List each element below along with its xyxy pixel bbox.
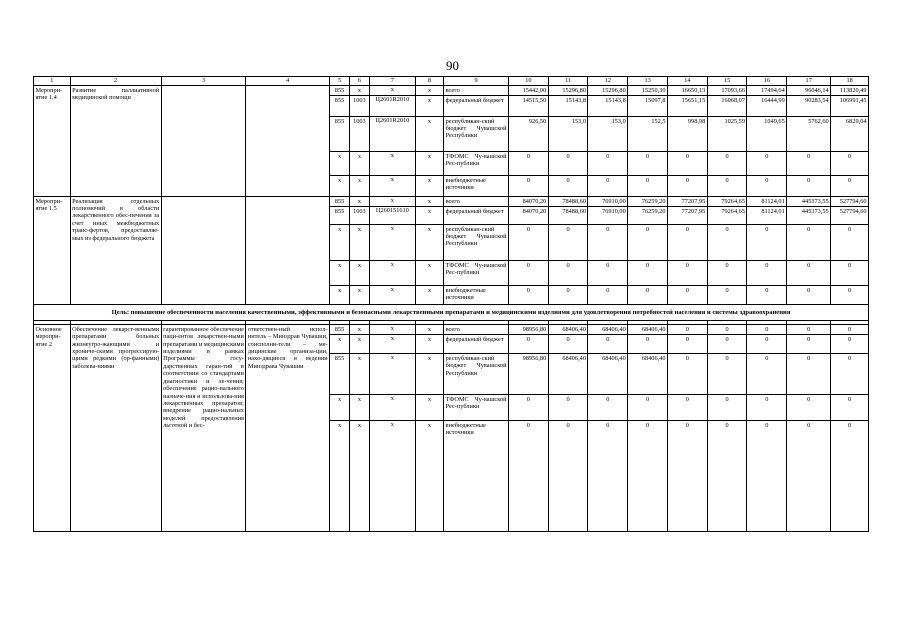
budget-code-c8: x	[415, 225, 443, 261]
budget-code-c8: x	[415, 286, 443, 305]
funding-value: 76910,00	[588, 197, 628, 207]
column-header: 7	[369, 77, 415, 86]
funding-value: 0	[831, 325, 869, 335]
funding-value: 0	[508, 225, 548, 261]
funding-value: 0	[508, 286, 548, 305]
funding-value: 0	[707, 335, 747, 354]
table-row	[34, 325, 869, 335]
budget-code-c8: x	[415, 86, 443, 96]
budget-code-c8: x	[415, 96, 443, 117]
column-header: 5	[330, 77, 350, 86]
funding-source: внебюджетные источники	[444, 286, 509, 305]
funding-value: 16444,99	[747, 96, 787, 117]
funding-value: 79264,65	[707, 197, 747, 207]
budget-code-c7: x	[369, 152, 415, 176]
funding-value: 0	[548, 286, 588, 305]
funding-value: 15296,80	[588, 86, 628, 96]
budget-code-c6: x	[349, 176, 369, 197]
funding-value: 0	[787, 354, 831, 395]
budget-code-c7: x	[369, 286, 415, 305]
budget-code-c8: x	[415, 197, 443, 207]
column-header: 12	[588, 77, 628, 86]
budget-code-c6: 1003	[349, 117, 369, 152]
funding-value: 0	[508, 152, 548, 176]
budget-code-c8: x	[415, 421, 443, 532]
funding-value: 15651,15	[667, 96, 707, 117]
funding-value: 0	[548, 261, 588, 286]
funding-value: 0	[667, 335, 707, 354]
funding-value: 76910,00	[588, 207, 628, 225]
funding-value: 0	[787, 176, 831, 197]
funding-value: 84070,20	[508, 197, 548, 207]
budget-code-c6: x	[349, 152, 369, 176]
funding-value: 16068,07	[707, 96, 747, 117]
funding-value: 68406,40	[548, 354, 588, 395]
budget-code-c7: x	[369, 225, 415, 261]
funding-value: 81124,01	[747, 197, 787, 207]
column-header: 16	[747, 77, 787, 86]
funding-value: 90283,54	[787, 96, 831, 117]
funding-value: 0	[667, 354, 707, 395]
funding-value: 0	[628, 225, 668, 261]
funding-value: 0	[707, 395, 747, 421]
funding-value: 926,50	[508, 117, 548, 152]
funding-source: федеральный бюджет	[444, 96, 509, 117]
budget-code-c8: x	[415, 176, 443, 197]
budget-code-c7: Ц260151610	[369, 207, 415, 225]
funding-value: 0	[588, 176, 628, 197]
funding-value: 78488,60	[548, 207, 588, 225]
activity-task	[161, 197, 246, 305]
budget-code-c8: x	[415, 152, 443, 176]
funding-value: 0	[787, 421, 831, 532]
column-header: 11	[548, 77, 588, 86]
column-header: 14	[667, 77, 707, 86]
goal-text: Цель: повышение обеспеченности населения качественными, эффективными и безопасными лекарственными препаратами и медицинскими изделиями для удовлетворения потребностей населения и системы здравоохранения	[34, 305, 869, 321]
budget-code-c5: x	[330, 286, 350, 305]
budget-code-c6: x	[349, 395, 369, 421]
budget-code-c7: x	[369, 176, 415, 197]
budget-code-c8: x	[415, 117, 443, 152]
header-row	[34, 77, 869, 86]
funding-value: 106991,45	[831, 96, 869, 117]
funding-value: 0	[787, 286, 831, 305]
funding-value: 0	[667, 325, 707, 335]
budget-code-c7: x	[369, 261, 415, 286]
funding-source: федеральный бюджет	[444, 207, 509, 225]
column-header: 18	[831, 77, 869, 86]
column-header: 3	[161, 77, 246, 86]
funding-value: 0	[628, 286, 668, 305]
activity-name: Развитие паллиативной медицинской помощи	[70, 86, 161, 197]
funding-value: 15250,30	[628, 86, 668, 96]
column-header: 17	[787, 77, 831, 86]
budget-code-c5: x	[330, 225, 350, 261]
funding-value: 0	[628, 261, 668, 286]
activity-code: Меропри-ятие 1.4	[34, 86, 71, 197]
funding-value: 0	[831, 421, 869, 532]
funding-source: республикан-ский бюджет Чувашской Республики	[444, 354, 509, 395]
budget-code-c7: x	[369, 86, 415, 96]
funding-value: 0	[548, 395, 588, 421]
budget-code-c6: x	[349, 354, 369, 395]
activity-code: Меропри-ятие 1.5	[34, 197, 71, 305]
funding-value: 0	[667, 395, 707, 421]
budget-code-c8: x	[415, 325, 443, 335]
funding-value: 98956,80	[508, 354, 548, 395]
funding-value: 0	[548, 421, 588, 532]
budget-code-c6: x	[349, 286, 369, 305]
budget-code-c5: x	[330, 261, 350, 286]
funding-value: 0	[831, 354, 869, 395]
column-header: 10	[508, 77, 548, 86]
funding-source: ТФОМС Чу-вашской Рес-публики	[444, 261, 509, 286]
funding-value: 0	[508, 335, 548, 354]
funding-value: 16650,13	[667, 86, 707, 96]
funding-value: 0	[747, 325, 787, 335]
budget-code-c5: 855	[330, 86, 350, 96]
funding-value: 79264,65	[707, 207, 747, 225]
funding-value: 0	[548, 176, 588, 197]
funding-value: 84070,20	[508, 207, 548, 225]
budget-code-c8: x	[415, 261, 443, 286]
funding-value: 113820,49	[831, 86, 869, 96]
budget-code-c5: x	[330, 176, 350, 197]
funding-value: 0	[588, 261, 628, 286]
table-row	[34, 86, 869, 96]
budget-code-c8: x	[415, 354, 443, 395]
budget-code-c5: 855	[330, 207, 350, 225]
funding-source: ТФОМС Чу-вашской Рес-публики	[444, 152, 509, 176]
table-row	[34, 197, 869, 207]
funding-value: 0	[707, 325, 747, 335]
funding-value: 0	[787, 261, 831, 286]
funding-value: 0	[707, 176, 747, 197]
budget-code-c5: 855	[330, 325, 350, 335]
budget-table	[33, 76, 869, 532]
funding-value: 445373,55	[787, 197, 831, 207]
funding-value: 0	[628, 152, 668, 176]
funding-value: 0	[508, 421, 548, 532]
funding-value: 0	[831, 395, 869, 421]
funding-value: 68406,40	[588, 325, 628, 335]
funding-value: 0	[787, 152, 831, 176]
column-header: 2	[70, 77, 161, 86]
budget-code-c7: x	[369, 354, 415, 395]
budget-code-c6: x	[349, 335, 369, 354]
funding-value: 76259,20	[628, 207, 668, 225]
budget-code-c6: x	[349, 421, 369, 532]
funding-value: 0	[588, 421, 628, 532]
funding-source: республикан-ский бюджет Чувашской Республики	[444, 225, 509, 261]
funding-value: 0	[747, 335, 787, 354]
activity-name: Обеспечение лекарст-венными препаратами больных жизнеугро-жающими и хрониче-скими прогрессирую-щими редкими (ор-фанными) заболева-ниями	[70, 325, 161, 532]
responsible-executor: ответствен-ный испол-нитель – Минздрав Чувашии, соисполни-тели – ме-дицинские организа-ции, нахо-дящиеся в ведении Минздрава Чувашии	[246, 325, 330, 532]
budget-code-c6: x	[349, 225, 369, 261]
funding-value: 445373,55	[787, 207, 831, 225]
funding-value: 152,5	[628, 117, 668, 152]
budget-code-c7: Ц2601R2010	[369, 117, 415, 152]
budget-code-c6: x	[349, 261, 369, 286]
funding-value: 17093,66	[707, 86, 747, 96]
funding-value: 1025,59	[707, 117, 747, 152]
column-header: 9	[444, 77, 509, 86]
funding-value: 153,0	[588, 117, 628, 152]
funding-value: 527794,60	[831, 197, 869, 207]
funding-value: 0	[831, 225, 869, 261]
budget-code-c7: x	[369, 325, 415, 335]
funding-value: 0	[588, 286, 628, 305]
column-header: 8	[415, 77, 443, 86]
budget-code-c5: x	[330, 421, 350, 532]
funding-value: 0	[831, 176, 869, 197]
column-header: 6	[349, 77, 369, 86]
table-body	[34, 77, 869, 532]
funding-value: 0	[747, 421, 787, 532]
funding-value: 81124,01	[747, 207, 787, 225]
activity-task	[161, 86, 246, 197]
funding-value: 0	[707, 354, 747, 395]
funding-value: 0	[787, 325, 831, 335]
funding-value: 15442,00	[508, 86, 548, 96]
funding-value: 77207,95	[667, 207, 707, 225]
budget-code-c8: x	[415, 207, 443, 225]
column-header: 4	[246, 77, 330, 86]
funding-value: 0	[831, 152, 869, 176]
funding-value: 14515,50	[508, 96, 548, 117]
budget-code-c6: x	[349, 86, 369, 96]
funding-value: 15143,8	[588, 96, 628, 117]
funding-value: 0	[831, 261, 869, 286]
funding-source: всего	[444, 325, 509, 335]
funding-value: 6829,04	[831, 117, 869, 152]
activity-code: Основное меропри-ятие 2	[34, 325, 71, 532]
funding-value: 1049,65	[747, 117, 787, 152]
funding-value: 0	[628, 395, 668, 421]
funding-value: 0	[667, 152, 707, 176]
funding-value: 0	[588, 395, 628, 421]
budget-code-c5: x	[330, 335, 350, 354]
funding-value: 0	[667, 176, 707, 197]
funding-value: 5762,60	[787, 117, 831, 152]
column-header: 15	[707, 77, 747, 86]
funding-value: 96046,14	[787, 86, 831, 96]
funding-value: 0	[508, 176, 548, 197]
funding-value: 17494,64	[747, 86, 787, 96]
funding-value: 0	[747, 261, 787, 286]
funding-value: 0	[548, 225, 588, 261]
budget-code-c6: 1003	[349, 207, 369, 225]
funding-value: 0	[628, 176, 668, 197]
funding-source: всего	[444, 86, 509, 96]
column-header: 1	[34, 77, 71, 86]
funding-value: 0	[747, 225, 787, 261]
funding-value: 0	[508, 395, 548, 421]
funding-value: 0	[707, 152, 747, 176]
funding-source: всего	[444, 197, 509, 207]
funding-value: 0	[667, 286, 707, 305]
funding-value: 15296,80	[548, 86, 588, 96]
funding-value: 153,0	[548, 117, 588, 152]
funding-value: 76259,20	[628, 197, 668, 207]
activity-name: Реализация отдельных полномочий в области лекарственного обес-печения за счет иных межбюджетных транс-фертов, предоставляе-мых из федерального бюджета	[70, 197, 161, 305]
budget-code-c7: x	[369, 335, 415, 354]
funding-value: 98956,80	[508, 325, 548, 335]
funding-value: 0	[667, 261, 707, 286]
funding-value: 0	[831, 286, 869, 305]
funding-source: внебюджетные источники	[444, 176, 509, 197]
funding-value: 0	[747, 395, 787, 421]
funding-value: 0	[667, 421, 707, 532]
funding-value: 0	[707, 261, 747, 286]
funding-source: ТФОМС Чу-вашской Рес-публики	[444, 395, 509, 421]
funding-value: 68406,40	[628, 354, 668, 395]
funding-value: 0	[707, 286, 747, 305]
budget-code-c5: 855	[330, 354, 350, 395]
funding-value: 77207,95	[667, 197, 707, 207]
funding-value: 0	[508, 261, 548, 286]
funding-value: 0	[588, 225, 628, 261]
funding-source: федеральный бюджет	[444, 335, 509, 354]
activity-task: гарантированное обеспечение паци-ентов лекарствен-ными препаратами и медицинскими изделиями в рамках Программы госу-дарственных гаран-тий в соответствии со стандартами диагностики и ле-чения; обеспечение рацио-нального назначе-ния и использова-ния лекарственных препаратов; внедрение рацио-нальных моделей предоставления льготной и бес-	[161, 325, 246, 532]
funding-value: 0	[747, 286, 787, 305]
funding-value: 0	[588, 335, 628, 354]
column-header: 13	[628, 77, 668, 86]
funding-value: 0	[588, 152, 628, 176]
funding-value: 68406,40	[628, 325, 668, 335]
page-number: 90	[446, 58, 459, 73]
budget-code-c8: x	[415, 335, 443, 354]
budget-code-c5: x	[330, 395, 350, 421]
funding-value: 527794,60	[831, 207, 869, 225]
funding-value: 68406,40	[588, 354, 628, 395]
funding-value: 0	[787, 395, 831, 421]
responsible-executor	[246, 86, 330, 197]
funding-value: 0	[831, 335, 869, 354]
funding-value: 0	[707, 225, 747, 261]
budget-code-c5: 855	[330, 117, 350, 152]
funding-value: 15097,8	[628, 96, 668, 117]
funding-value: 0	[667, 225, 707, 261]
funding-value: 0	[628, 421, 668, 532]
responsible-executor	[246, 197, 330, 305]
funding-value: 0	[747, 152, 787, 176]
budget-code-c7: x	[369, 421, 415, 532]
funding-value: 998,98	[667, 117, 707, 152]
budget-code-c6: 1003	[349, 96, 369, 117]
budget-code-c7: x	[369, 197, 415, 207]
funding-source: внебюджетные источники	[444, 421, 509, 532]
funding-value: 68406,40	[548, 325, 588, 335]
funding-value: 0	[787, 335, 831, 354]
budget-code-c5: x	[330, 152, 350, 176]
funding-value: 0	[628, 335, 668, 354]
funding-value: 0	[747, 354, 787, 395]
funding-value: 0	[548, 335, 588, 354]
funding-value: 0	[787, 225, 831, 261]
funding-source: республикан-ский бюджет Чувашской Республики	[444, 117, 509, 152]
funding-value: 0	[548, 152, 588, 176]
funding-value: 78488,60	[548, 197, 588, 207]
budget-code-c6: x	[349, 197, 369, 207]
budget-code-c8: x	[415, 395, 443, 421]
goal-row	[34, 305, 869, 321]
funding-value: 0	[707, 421, 747, 532]
funding-value: 15143,8	[548, 96, 588, 117]
budget-code-c5: 855	[330, 96, 350, 117]
budget-code-c5: 855	[330, 197, 350, 207]
budget-code-c6: x	[349, 325, 369, 335]
budget-code-c7: x	[369, 395, 415, 421]
funding-value: 0	[747, 176, 787, 197]
budget-code-c7: Ц2601R2010	[369, 96, 415, 117]
